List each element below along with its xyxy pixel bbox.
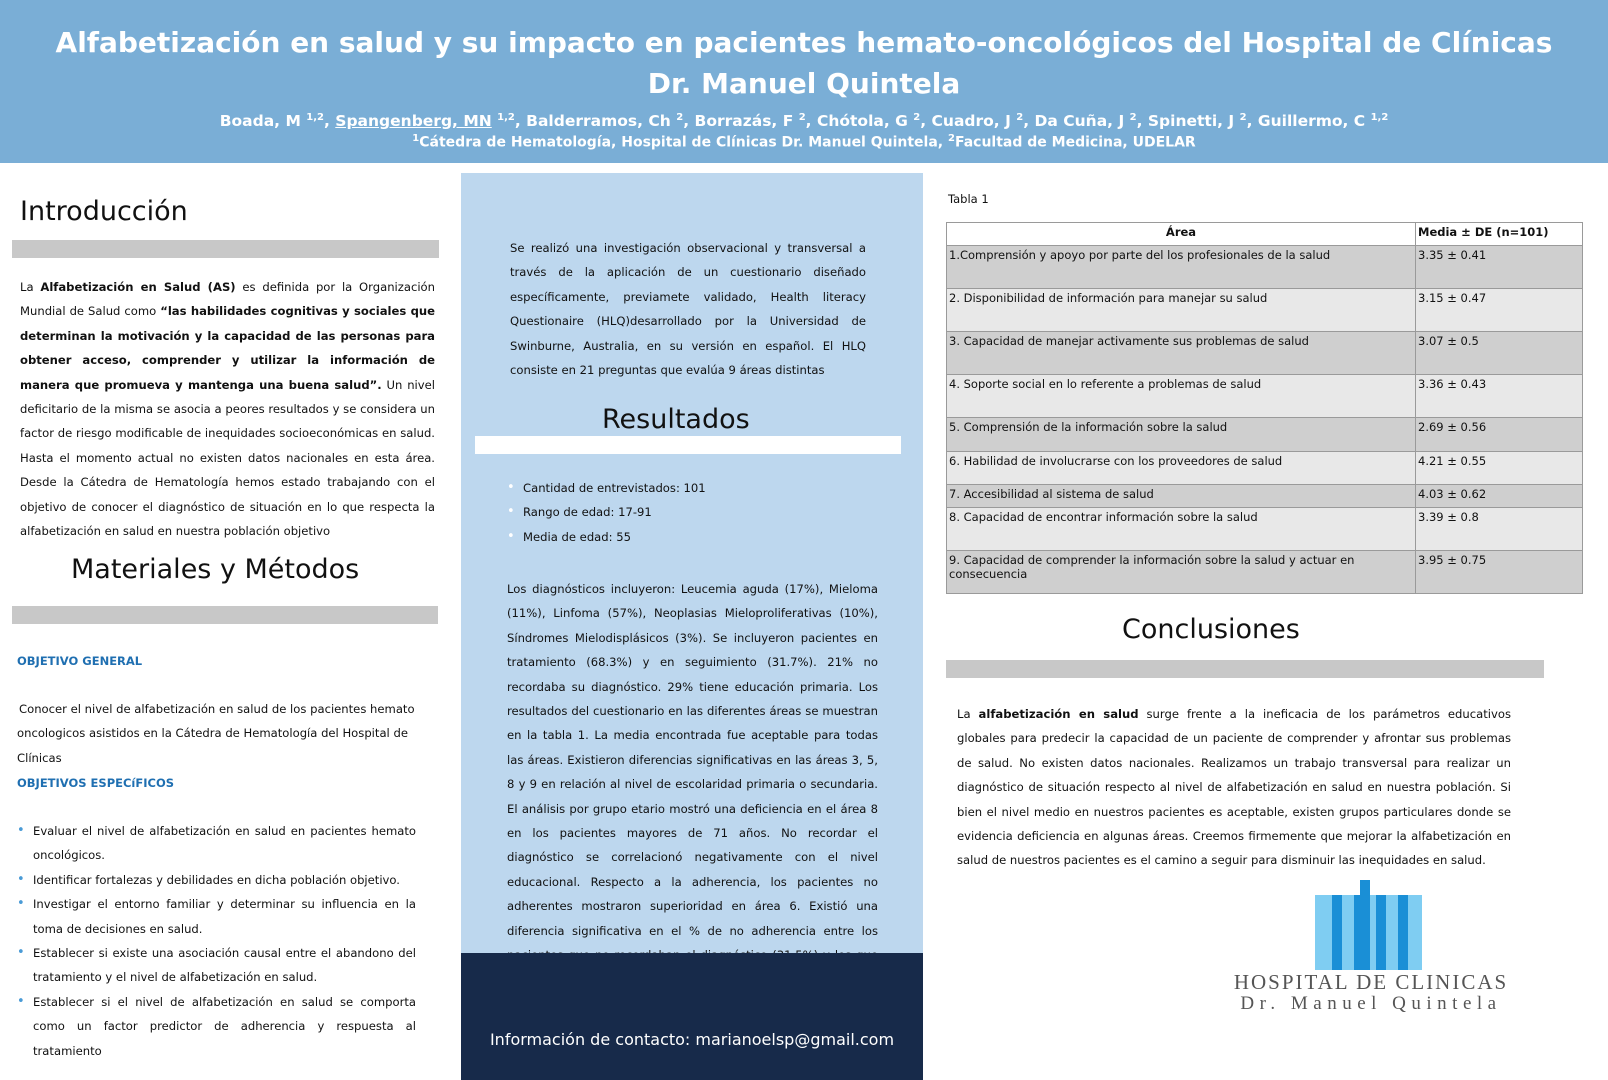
table-cell-area: 4. Soporte social en lo referente a problemas de salud: [947, 375, 1416, 418]
table-cell-area: 5. Comprensión de la información sobre la salud: [947, 418, 1416, 452]
table-cell-area: 1.Comprensión y apoyo por parte del los profesionales de la salud: [947, 246, 1416, 289]
contact-info: Información de contacto: marianoelsp@gmail.com: [489, 1030, 895, 1049]
table-row: [947, 418, 1583, 452]
methods-heading: Materiales y Métodos: [71, 554, 360, 585]
list-item: • Rango de edad: 17-91: [507, 500, 867, 524]
author: Da Cuña, J $^2$,: [1034, 112, 1148, 131]
list-item: • Investigar el entorno familiar y determinar su influencia en la toma de decisiones en salud.: [17, 892, 416, 941]
list-item: • Media de edad: 55: [507, 525, 867, 549]
author: Balderramos, Ch $^2$,: [526, 112, 695, 131]
logo-text-hospital: HOSPITAL DE CLINICAS: [1233, 970, 1509, 994]
author-list: [0, 112, 1608, 130]
list-item: • Establecer si existe una asociación causal entre el abandono del tratamiento y el nivel de alfabetización en salud.: [17, 941, 416, 990]
section-divider: [946, 660, 1544, 678]
results-paragraph: Los diagnósticos incluyeron: Leucemia aguda (17%), Mieloma (11%), Linfoma (57%), Neoplasias Mieloproliferativas (10%), Síndromes Mielodisplásicos (3%). Se incluyeron pacientes en tratamiento (68.3%) y en seguimiento (31.7%). 21% no recordaba su diagnóstico. 29% tiene educación primaria. Los resultados del cuestionario en las diferentes áreas se muestran en la tabla 1. La media encontrada fue aceptable para todas las áreas. Existieron diferencias significativas en las áreas 3, 5, 8 y 9 en relación al nivel de escolaridad primaria o secundaria. El análisis por grupo etario mostró una deficiencia en el área 8 en los pacientes mayores de 71 años. No recordar el diagnóstico se correlacionó negativamente con el nivel educacional. Respecto a la adherencia, los pacientes no adherentes mostraron superioridad en área 6. Existió una diferencia significativa en el % de no adherencia entre los: [507, 582, 878, 938]
table-cell-value: 3.39 ± 0.8: [1416, 508, 1583, 551]
objetivos-list: [17, 819, 416, 1063]
table-cell-area: 9. Capacidad de comprender la información sobre la salud y actuar en consecuencia: [947, 551, 1416, 594]
table-row: [947, 508, 1583, 551]
conclusions-heading: Conclusiones: [1122, 614, 1300, 645]
list-item: • Identificar fortalezas y debilidades en dicha población objetivo.: [17, 868, 416, 892]
table-cell-value: 4.03 ± 0.62: [1416, 485, 1583, 508]
section-divider: [12, 606, 438, 624]
table-cell-value: 2.69 ± 0.56: [1416, 418, 1583, 452]
contact-band: [461, 953, 923, 1080]
poster-title: [0, 0, 1608, 104]
table-cell-area: 7. Accesibilidad al sistema de salud: [947, 485, 1416, 508]
author: Borrazás, F $^2$,: [694, 112, 817, 131]
author: Chótola, G $^2$,: [816, 112, 932, 131]
affiliations: $^1$Cátedra de Hematología, Hospital de Clínicas Dr. Manuel Quintela, $^2$Facultad de Medicina, UDELAR: [412, 133, 1196, 151]
list-item: • Evaluar el nivel de alfabetización en salud en pacientes hemato oncológicos.: [17, 819, 416, 868]
results-heading: Resultados: [602, 404, 750, 435]
objetivo-general-label: OBJETIVO GENERAL: [17, 654, 143, 668]
methods-description: Se realizó una investigación observacional y transversal a través de la aplicación de un cuestionario diseñado específicamente, previamete validado, Health literacy Questionaire (HLQ)desarrollado por la Universidad de Swinburne, Australia, en su versión en español. El HLQ consiste en 21 preguntas que evalúa 9 áreas distintas: [510, 241, 866, 378]
conclusions-paragraph: La alfabetización en salud surge frente a la ineficacia de los parámetros educativos globales para predecir la capacidad de un paciente de comprender y afrontar sus problemas de salud. No existen datos nacionales. Realizamos un trabajo transversal para realizar un diagnóstico de situación respecto al nivel de alfabetización en salud en nuestra población. Si bien el nivel medio en nuestros pacientes es aceptable, existen grupos particulares donde se evidencia deficiencia en algunas áreas. Creemos firmemente que mejorar la alfabetización en salud de nuestros pacientes es el camino a seguir para disminuir las inequidades en salud.: [957, 707, 1512, 868]
author: Boada, M $^{1,2}$,: [219, 112, 336, 131]
objetivos-especificos-label: OBJETIVOS ESPECíFICOS: [17, 776, 174, 790]
table-row: [947, 375, 1583, 418]
table-row: [947, 246, 1583, 289]
table-cell-value: 3.07 ± 0.5: [1416, 332, 1583, 375]
table-cell-value: 3.15 ± 0.47: [1416, 289, 1583, 332]
table-cell-value: 4.21 ± 0.55: [1416, 452, 1583, 485]
table-cell-value: 3.36 ± 0.43: [1416, 375, 1583, 418]
intro-heading: Introducción: [20, 196, 188, 227]
section-divider: [475, 436, 901, 454]
author: Spangenberg, MN $^{1,2}$,: [335, 112, 527, 131]
table-row: [947, 332, 1583, 375]
table-row: [947, 452, 1583, 485]
author: Cuadro, J $^2$,: [931, 112, 1035, 131]
objetivo-general-text: Conocer el nivel de alfabetización en salud de los pacientes hemato oncologicos asistidos en la Cátedra de Hematología del Hospital de Clínicas: [17, 702, 415, 765]
table-row: [947, 485, 1583, 508]
table-cell-area: 2. Disponibilidad de información para manejar su salud: [947, 289, 1416, 332]
table-cell-value: 3.95 ± 0.75: [1416, 551, 1583, 594]
title-line-2: Dr. Manuel Quintela: [647, 67, 961, 100]
section-divider: [12, 240, 439, 258]
table-cell-area: 8. Capacidad de encontrar información sobre la salud: [947, 508, 1416, 551]
table-cell-area: 6. Habilidad de involucrarse con los proveedores de salud: [947, 452, 1416, 485]
author: Spinetti, J $^2$,: [1147, 112, 1258, 131]
title-line-1: Alfabetización en salud y su impacto en pacientes hemato-oncológicos del Hospital de Clínicas: [55, 26, 1553, 59]
table-header-row: [947, 223, 1583, 246]
table-cell-value: 3.35 ± 0.41: [1416, 246, 1583, 289]
author: Guillermo, C $^{1,2}$: [1257, 112, 1389, 131]
column-header-media: Media ± DE (n=101): [1416, 223, 1583, 246]
list-item: • Establecer si el nivel de alfabetización en salud se comporta como un factor predictor de adherencia y respuesta al tratamiento: [17, 990, 416, 1063]
column-header-area: Área: [947, 223, 1416, 246]
list-item: • Cantidad de entrevistados: 101: [507, 476, 867, 500]
results-table: [946, 222, 1583, 594]
logo-text-name: Dr. Manuel Quintela: [1240, 993, 1502, 1014]
table-caption: Tabla 1: [948, 192, 989, 206]
poster-header: [0, 0, 1608, 163]
table-cell-area: 3. Capacidad de manejar activamente sus problemas de salud: [947, 332, 1416, 375]
table-row: [947, 289, 1583, 332]
results-stats: [507, 476, 867, 549]
intro-paragraph: La Alfabetización en Salud (AS) es definida por la Organización Mundial de Salud como “las habilidades cognitivas y sociales que determinan la motivación y la capacidad de las personas para obtener acceso, comprender y utilizar la información de manera que promueva y mantenga una buena salud”. Un nivel deficitario de la misma se asocia a peores resultados y se considera un factor de riesgo modificable de inequidades socioeconómicas en salud. Hasta el momento actual no existen datos nacionales en esta área. Desde la Cátedra de Hematología hemos estado trabajando con el objetivo de conocer el diagnóstico de situación en lo que respecta la alfabetización en salud en nuestra población objetivo: [20, 280, 435, 539]
table-row: [947, 551, 1583, 594]
